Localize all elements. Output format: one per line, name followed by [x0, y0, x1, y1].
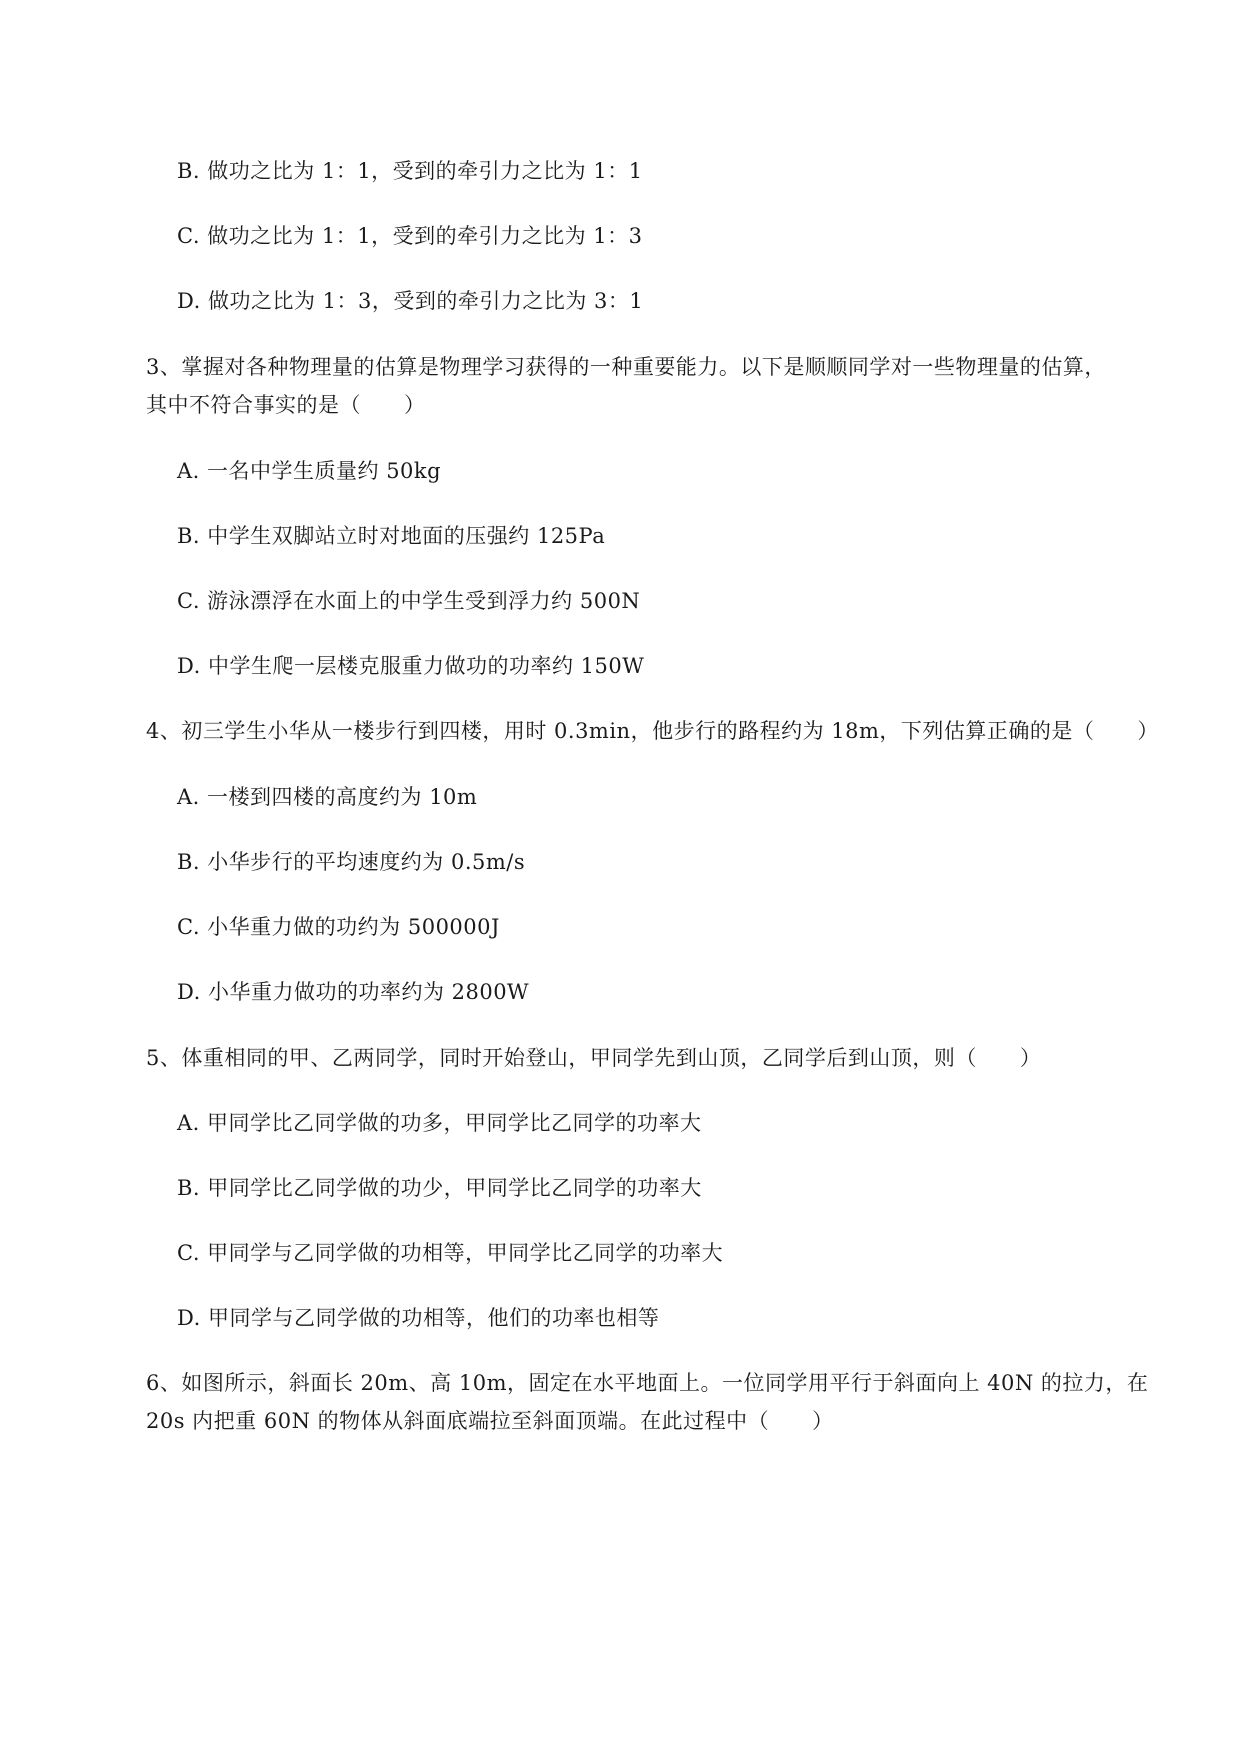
q3-stem-line2: 其中不符合事实的是（ ）	[146, 393, 426, 417]
q5-stem-line1: 5、体重相同的甲、乙两同学，同时开始登山，甲同学先到山顶，乙同学后到山顶，则（ ）	[146, 1046, 1042, 1070]
q3-stem-line1: 3、掌握对各种物理量的估算是物理学习获得的一种重要能力。以下是顺顺同学对一些物理量的估算，	[146, 355, 1106, 379]
q6-stem-line1: 6、如图所示，斜面长 20m、高 10m，固定在水平地面上。一位同学用平行于斜面向上 40N 的拉力，在	[146, 1371, 1149, 1395]
q3-option-a: A. 一名中学生质量约 50kg	[177, 459, 442, 483]
q3-option-b: B. 中学生双脚站立时对地面的压强约 125Pa	[177, 524, 606, 548]
q4-stem-line1: 4、初三学生小华从一楼步行到四楼，用时 0.3min，他步行的路程约为 18m，下列估算正确的是（ ）	[146, 719, 1159, 743]
q5-option-b: B. 甲同学比乙同学做的功少，甲同学比乙同学的功率大	[177, 1176, 702, 1200]
q5-option-c: C. 甲同学与乙同学做的功相等，甲同学比乙同学的功率大	[177, 1241, 724, 1265]
q4-option-d: D. 小华重力做功的功率约为 2800W	[177, 980, 530, 1004]
q4-option-a: A. 一楼到四楼的高度约为 10m	[177, 785, 478, 809]
q2-option-d: D. 做功之比为 1：3，受到的牵引力之比为 3：1	[177, 289, 644, 313]
q2-option-b: B. 做功之比为 1：1，受到的牵引力之比为 1：1	[177, 159, 643, 183]
q4-option-b: B. 小华步行的平均速度约为 0.5m/s	[177, 850, 526, 874]
q3-option-c: C. 游泳漂浮在水面上的中学生受到浮力约 500N	[177, 589, 641, 613]
q4-option-c: C. 小华重力做的功约为 500000J	[177, 915, 500, 939]
q3-option-d: D. 中学生爬一层楼克服重力做功的功率约 150W	[177, 654, 645, 678]
q2-option-c: C. 做功之比为 1：1，受到的牵引力之比为 1：3	[177, 224, 643, 248]
q5-option-a: A. 甲同学比乙同学做的功多，甲同学比乙同学的功率大	[177, 1111, 702, 1135]
q6-stem-line2: 20s 内把重 60N 的物体从斜面底端拉至斜面顶端。在此过程中（ ）	[146, 1409, 834, 1433]
q5-option-d: D. 甲同学与乙同学做的功相等，他们的功率也相等	[177, 1306, 660, 1330]
